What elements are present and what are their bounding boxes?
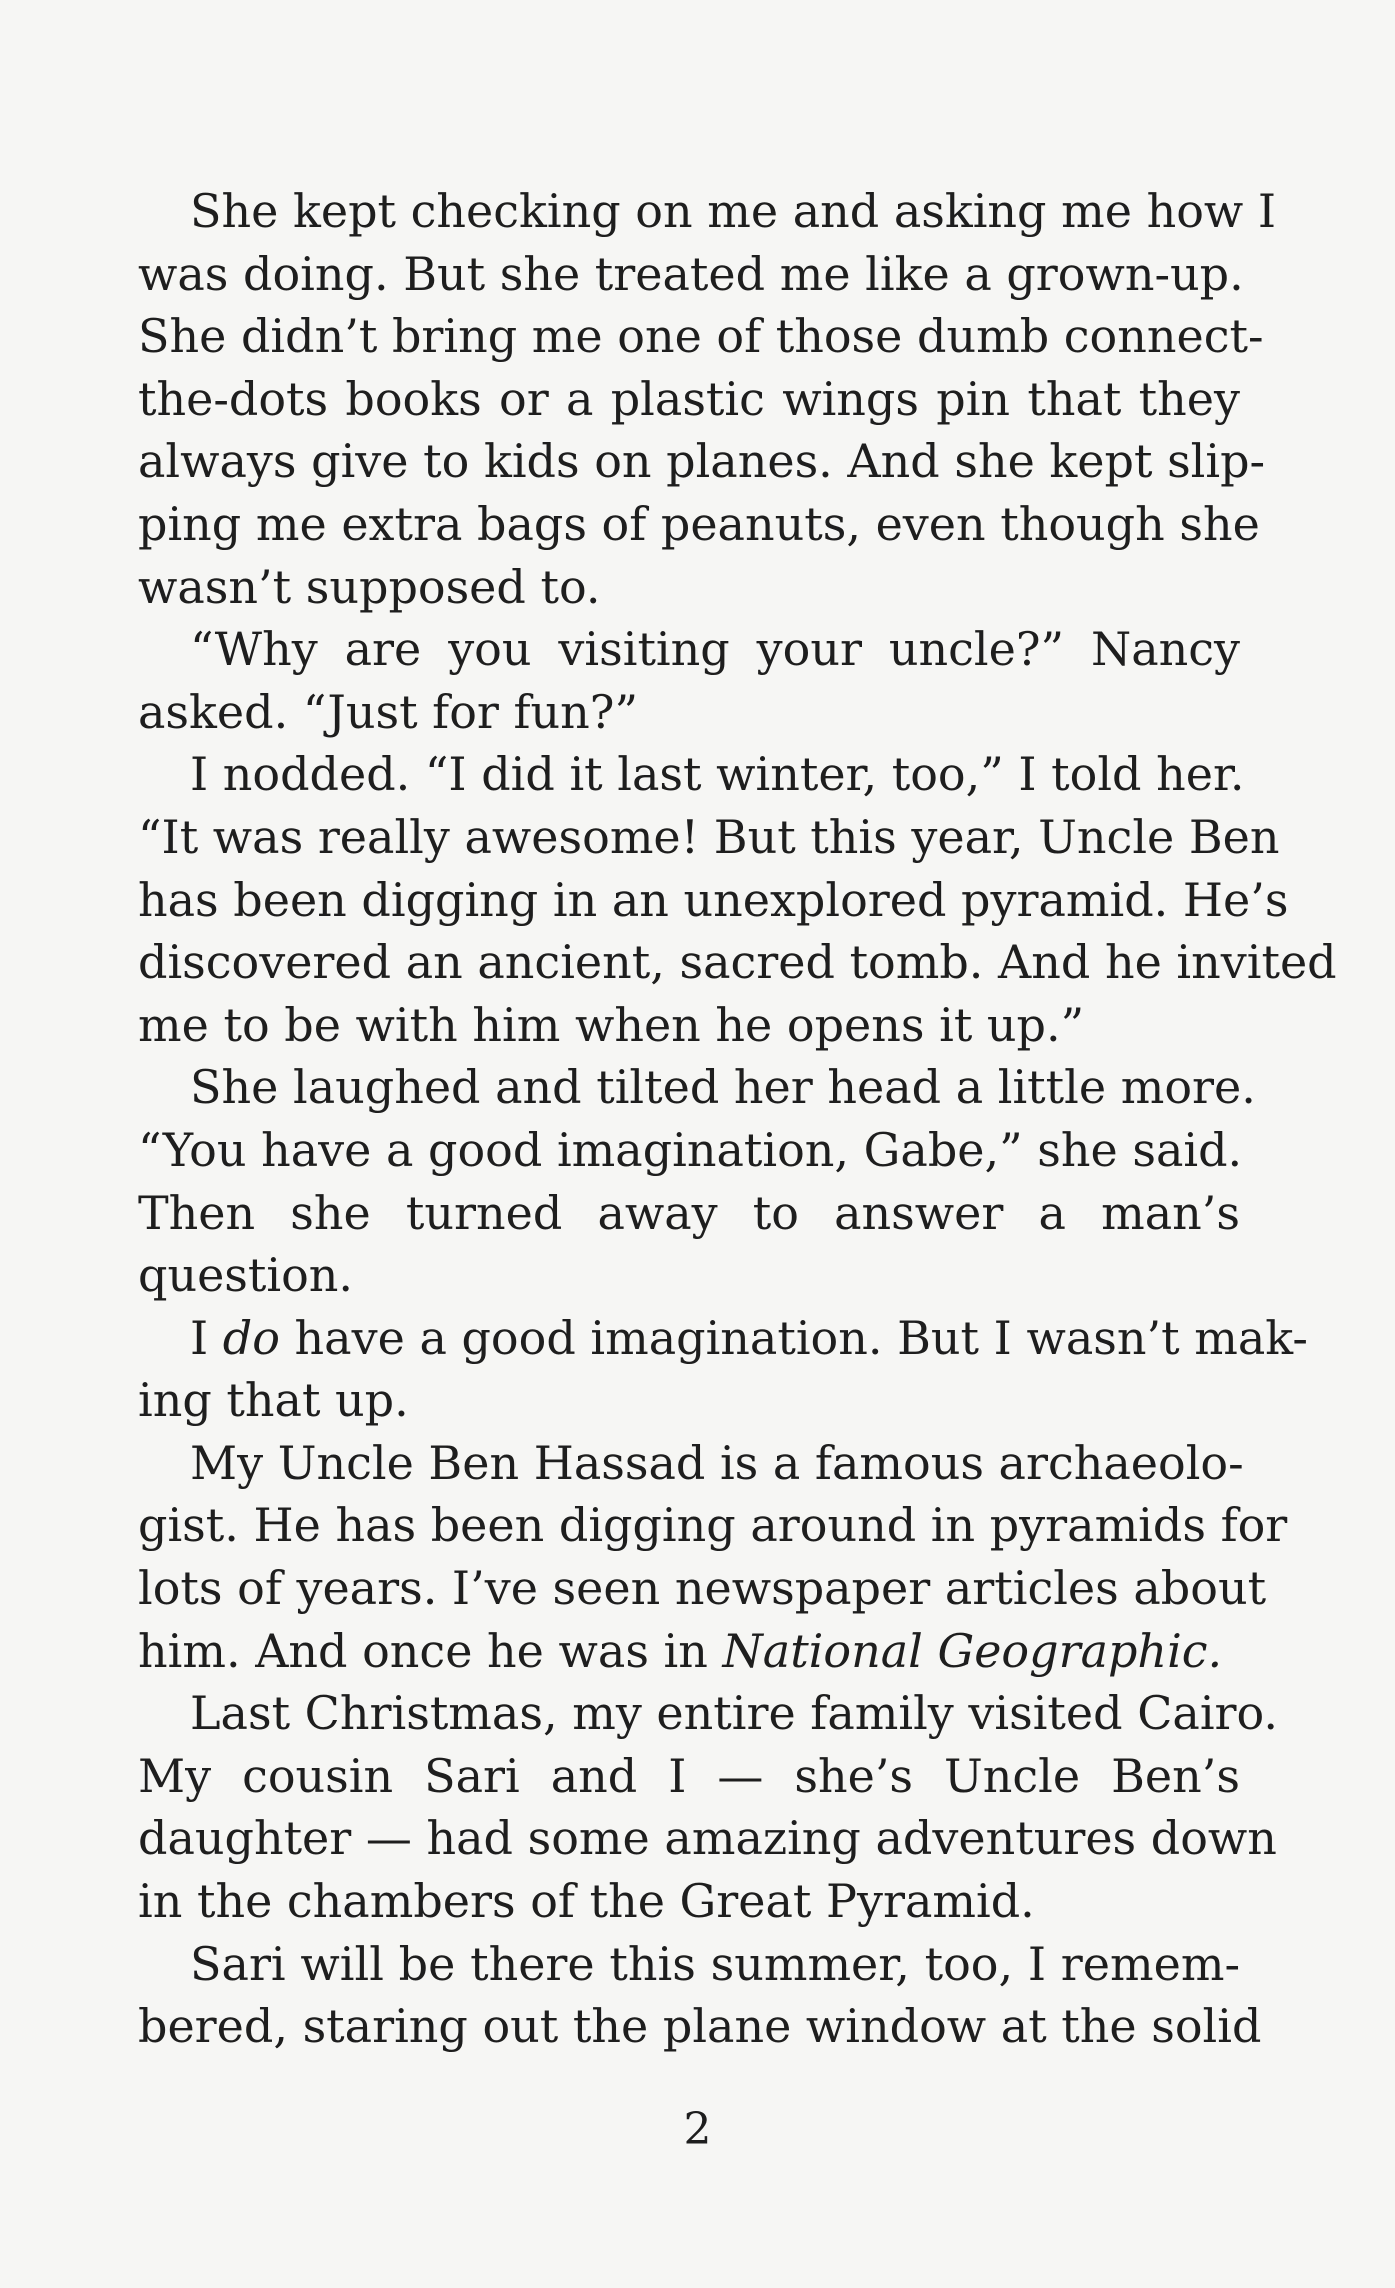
- text-line: question.: [138, 1248, 354, 1303]
- text-line: the-dots books or a plastic wings pin that they: [138, 371, 1240, 426]
- text-line: She kept checking on me and asking me how I: [190, 184, 1277, 238]
- text-line: daughter — had some amazing adventures down: [138, 1811, 1277, 1866]
- text-line: wasn’t supposed to.: [138, 559, 601, 614]
- text-fragment: him. And once he was in: [138, 1623, 723, 1678]
- text-line: Then she turned away to answer a man’s: [138, 1185, 1240, 1240]
- text-fragment: I: [190, 1310, 223, 1365]
- emphasis-text: do: [222, 1310, 280, 1365]
- text-line: Sari will be there this summer, too, I remem-: [190, 1936, 1240, 1991]
- text-line: ping me extra bags of peanuts, even though she: [138, 496, 1260, 551]
- text-line: She didn’t bring me one of those dumb connect-: [138, 309, 1264, 364]
- text-line: was doing. But she treated me like a grown-up.: [138, 246, 1244, 301]
- text-line: [138, 1620, 1240, 1683]
- text-line: gist. He has been digging around in pyramids for: [138, 1498, 1288, 1553]
- text-line: [138, 1307, 1308, 1370]
- text-line: My cousin Sari and I — she’s Uncle Ben’s: [138, 1748, 1240, 1803]
- text-line: “Why are you visiting your uncle?” Nancy: [190, 622, 1240, 677]
- text-line: discovered an ancient, sacred tomb. And he invited: [138, 935, 1337, 990]
- text-line: in the chambers of the Great Pyramid.: [138, 1874, 1035, 1929]
- text-line: has been digging in an unexplored pyramid. He’s: [138, 872, 1289, 927]
- emphasis-text: National Geographic.: [722, 1623, 1223, 1678]
- body-text: [138, 180, 1337, 2058]
- text-line: I nodded. “I did it last winter, too,” I told her.: [190, 747, 1245, 802]
- text-line: lots of years. I’ve seen newspaper articles about: [138, 1561, 1267, 1616]
- text-line: bered, staring out the plane window at the solid: [138, 1999, 1262, 2054]
- text-line: “You have a good imagination, Gabe,” she said.: [138, 1122, 1243, 1177]
- text-line: me to be with him when he opens it up.”: [138, 997, 1085, 1052]
- text-line: asked. “Just for fun?”: [138, 684, 638, 739]
- text-line: Last Christmas, my entire family visited Cairo.: [190, 1686, 1279, 1741]
- text-line: She laughed and tilted her head a little more.: [190, 1060, 1256, 1115]
- text-line: ing that up.: [138, 1373, 409, 1428]
- text-line: always give to kids on planes. And she kept slip-: [138, 434, 1266, 489]
- page-number: 2: [683, 2104, 712, 2155]
- text-line: My Uncle Ben Hassad is a famous archaeolo-: [190, 1435, 1244, 1490]
- text-fragment: have a good imagination. But I wasn’t mak-: [279, 1310, 1308, 1365]
- text-line: “It was really awesome! But this year, Uncle Ben: [138, 809, 1280, 864]
